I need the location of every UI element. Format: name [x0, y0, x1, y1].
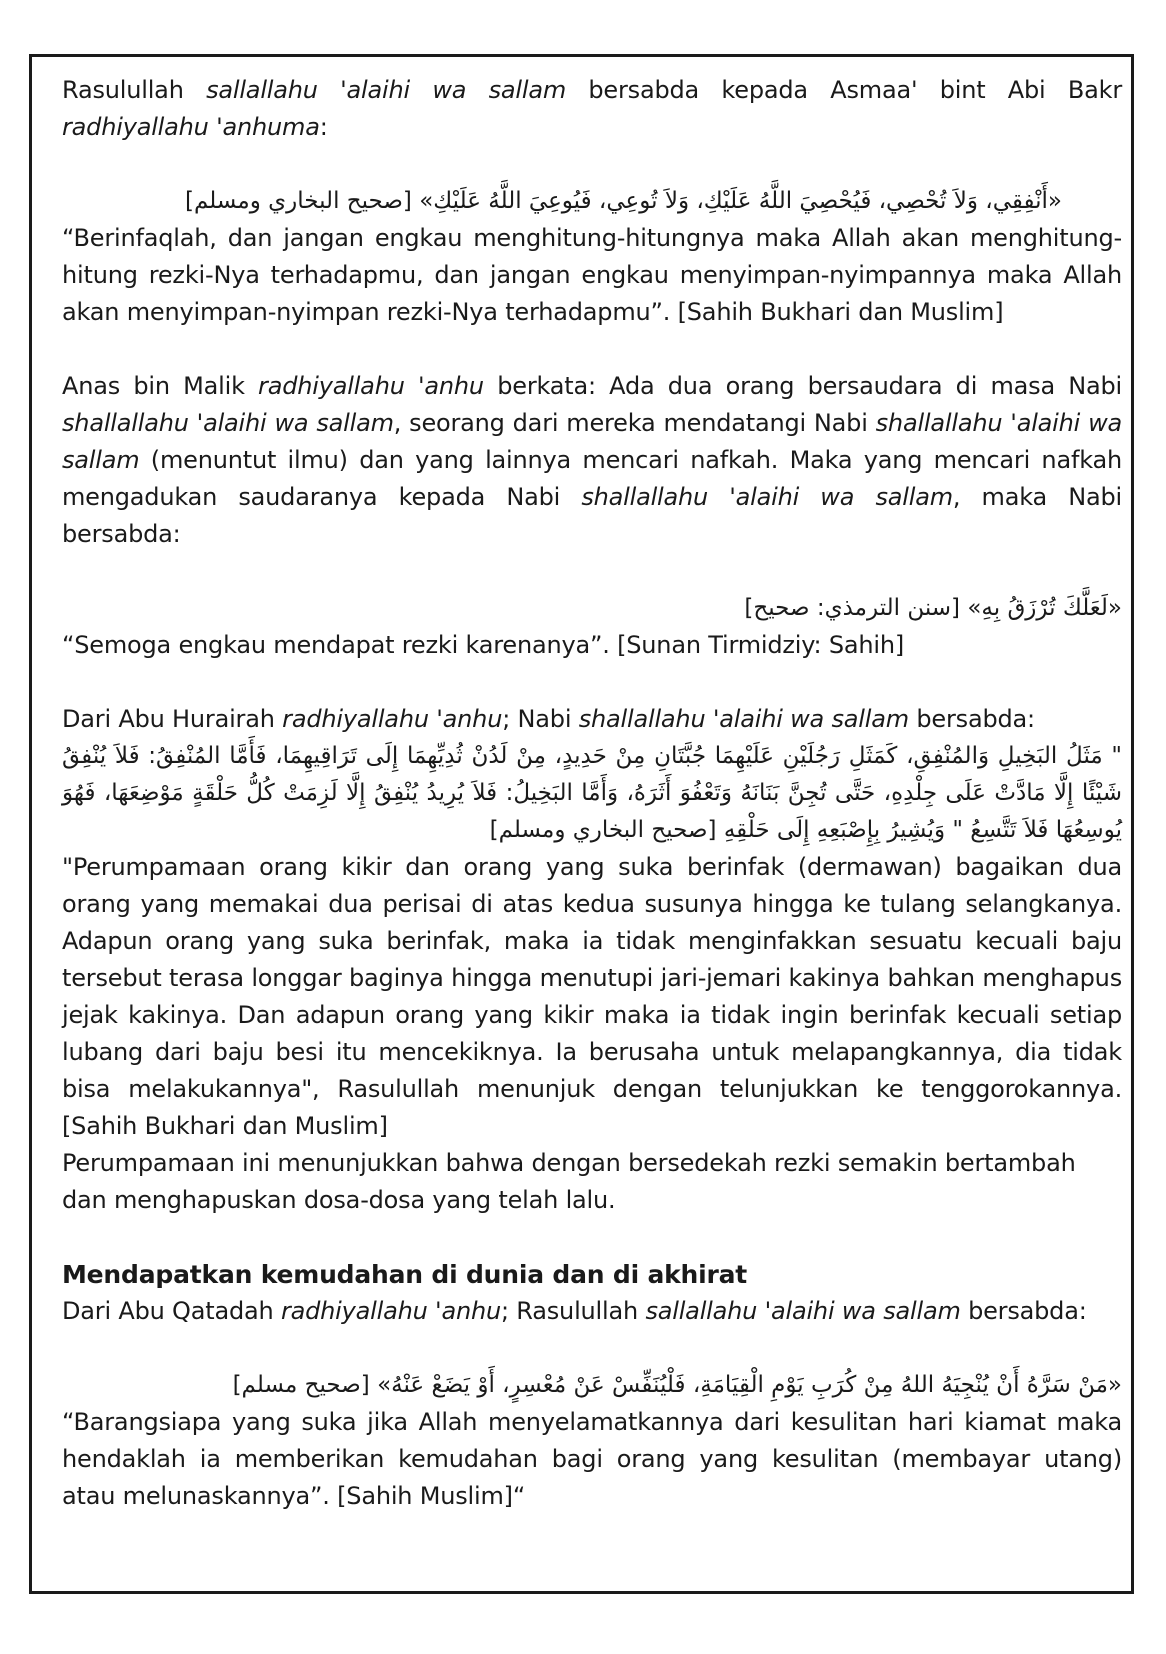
text: , seorang dari mereka mendatangi Nabi [393, 409, 876, 437]
text: Rasulullah [62, 76, 207, 104]
arabic-hadith-3: " مَثَلُ البَخِيلِ وَالمُنْفِقِ، كَمَثَلِ رَجُلَيْنِ عَلَيْهِمَا جُبَّتَانِ مِنْ حَدِيدٍ، مِنْ لَدُنْ ثُدِيِّهِمَا إِلَى تَرَاقِيهِمَا، فَأَمَّا المُنْفِقُ: فَلاَ يُنْفِقُ شَيْئًا إِلَّا مَادَّتْ عَلَى جِلْدِهِ، حَتَّى تُجِنَّ بَنَانَهُ وَتَعْفُوَ أَثَرَهُ، وَأَمَّا البَخِيلُ: فَلاَ يُرِيدُ يُنْفِقُ إِلَّا لَزِمَتْ كُلُّ حَلْقَةٍ مَوْضِعَهَا، فَهُوَ يُوسِعُهَا فَلاَ تَتَّسِعُ " وَيُشِيرُ بِإِصْبَعِهِ إِلَى حَلْقِهِ [صحيح البخاري ومسلم] [62, 743, 1122, 843]
text: ; Rasulullah [500, 1297, 646, 1325]
text: berkata: Ada dua orang bersaudara di masa Nabi [483, 372, 1122, 400]
translation-hadith-2: “Semoga engkau mendapat rezki karenanya”. [Sunan Tirmidziy: Sahih] [62, 631, 905, 659]
spacer [62, 1219, 1122, 1256]
italic-text: shallallahu 'alaihi wa sallam [62, 409, 394, 437]
text: bersabda kepada Asmaa' bint Abi Bakr [566, 76, 1123, 104]
translation-hadith-1: “Berinfaqlah, dan jangan engkau menghitung-hitungnya maka Allah akan menghitung-hitung rezki-Nya terhadapmu, dan jangan engkau menyimpan-nyimpannya maka Allah akan menyimpan-nyimpan rezki-Nya terhadapmu”. [Sahih Bukhari dan Muslim] [62, 224, 1122, 326]
spacer [62, 664, 1122, 701]
text: Dari Abu Qatadah [62, 1297, 281, 1325]
arabic-hadith-2: «لَعَلَّكَ تُرْزَقُ بِهِ» [سنن الترمذي: صحيح] [744, 595, 1122, 621]
italic-text: shallallahu 'alaihi wa sallam [578, 705, 909, 733]
text: Anas bin Malik [62, 372, 259, 400]
spacer [62, 1330, 1122, 1367]
paragraph-abu-hurairah-intro [62, 701, 1122, 738]
paragraph-asmaa-intro [62, 72, 1122, 146]
italic-text: radhiyallahu 'anhu [280, 1297, 501, 1325]
spacer [62, 331, 1122, 368]
paragraph-anas-intro [62, 368, 1122, 553]
italic-text: sallallahu 'alaihi wa sallam [645, 1297, 961, 1325]
translation-hadith-3: "Perumpamaan orang kikir dan orang yang suka berinfak (dermawan) bagaikan dua orang yang memakai dua perisai di atas kedua susunya hingga ke tulang selangkanya. Adapun orang yang suka berinfak, maka ia tidak menginfakkan sesuatu kecuali baju tersebut terasa longgar baginya hingga menutupi jari-jemari kakinya bahkan menghapus jejak kakinya. Dan adapun orang yang kikir maka ia tidak ingin berinfak kecuali setiap lubang dari baju besi itu mencekiknya. Ia berusaha untuk melapangkannya, dia tidak bisa melakukannya", Rasulullah menunjuk dengan telunjukkan ke tenggorokannya. [Sahih Bukhari dan Muslim] [62, 853, 1122, 1140]
text: Dari Abu Hurairah [62, 705, 283, 733]
arabic-hadith-1: «أَنْفِقِي، وَلاَ تُحْصِي، فَيُحْصِيَ اللَّهُ عَلَيْكِ، وَلاَ تُوعِي، فَيُوعِيَ اللَّهُ عَلَيْكِ» [صحيح البخاري ومسلم] [185, 188, 1062, 214]
translation-hadith-4: “Barangsiapa yang suka jika Allah menyelamatkannya dari kesulitan hari kiamat maka hendaklah ia memberikan kemudahan bagi orang yang kesulitan (membayar utang) atau melunaskannya”. [Sahih Muslim]“ [62, 1408, 1122, 1510]
arabic-hadith-4: «مَنْ سَرَّهُ أَنْ يُنْجِيَهُ اللهُ مِنْ كُرَبِ يَوْمِ الْقِيَامَةِ، فَلْيُنَفِّسْ عَنْ مُعْسِرٍ، أَوْ يَضَعْ عَنْهُ» [صحيح مسلم] [232, 1372, 1122, 1398]
italic-text: shallallahu 'alaihi wa sallam [62, 409, 1123, 474]
section-heading: Mendapatkan kemudahan di dunia dan di akhirat [62, 1260, 748, 1289]
text: (menuntut ilmu) dan yang lainnya mencari nafkah. Maka yang mencari nafkah mengadukan saudaranya kepada Nabi [62, 446, 1122, 511]
text: ; Nabi [502, 705, 579, 733]
document-body [62, 72, 1122, 1515]
text: : [319, 113, 328, 141]
spacer [62, 146, 1122, 183]
spacer [62, 553, 1122, 590]
italic-text: shallallahu 'alaihi wa sallam [581, 483, 953, 511]
paragraph-explanation: Perumpamaan ini menunjukkan bahwa dengan bersedekah rezki semakin bertambah dan menghapuskan dosa-dosa yang telah lalu. [62, 1149, 1076, 1214]
italic-text: radhiyallahu 'anhuma [62, 113, 320, 141]
italic-text: radhiyallahu 'anhu [282, 705, 503, 733]
italic-text: radhiyallahu 'anhu [258, 372, 484, 400]
italic-text: sallallahu 'alaihi wa sallam [206, 76, 567, 104]
text: bersabda: [960, 1297, 1087, 1325]
text: bersabda: [908, 705, 1035, 733]
text: , maka Nabi bersabda: [62, 483, 1122, 548]
paragraph-abu-qatadah-intro [62, 1293, 1122, 1330]
